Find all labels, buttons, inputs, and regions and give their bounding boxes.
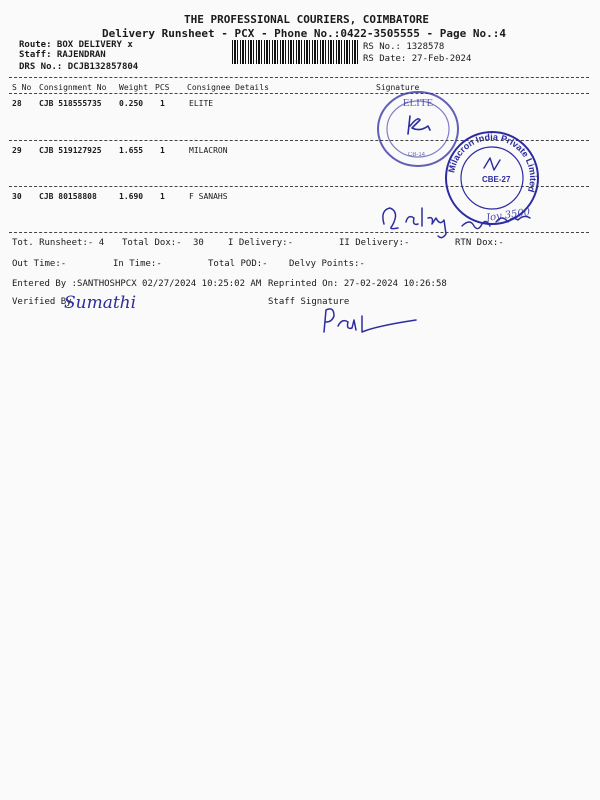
row-consignment: CJB 80158808 (39, 192, 97, 201)
company-title: THE PROFESSIONAL COURIERS, COIMBATORE (184, 13, 430, 26)
row-consignee: MILACRON (189, 146, 228, 155)
row-consignment: CJB 519127925 (39, 146, 102, 155)
milacron-stamp-sub: CBE-27 (482, 175, 511, 184)
drs-number: DRS No.: DCJB132857804 (19, 62, 139, 72)
rtn-dox: RTN Dox:- (455, 238, 504, 248)
row-sno: 28 (12, 99, 22, 108)
rs-number: RS No.: 1328578 (363, 42, 445, 52)
rs-date: RS Date: 27-Feb-2024 (363, 54, 472, 64)
runsheet-subtitle: Delivery Runsheet - PCX - Phone No.:0422-3505555 - Page No.:4 (102, 27, 506, 40)
row-pcs: 1 (160, 192, 165, 201)
verified-signature: Sumathi (64, 293, 137, 313)
initials-signature (404, 112, 434, 140)
row-sno: 29 (12, 146, 22, 155)
row-sno: 30 (12, 192, 22, 201)
elite-stamp-text: ELITE (402, 97, 434, 109)
staff-label: Staff: RAJENDRAN (19, 50, 106, 60)
reprinted-on: Reprinted On: 27-02-2024 10:26:58 (268, 279, 447, 289)
milacron-stamp-text: Milacron India Private Limited (446, 131, 539, 194)
verified-by-label: Verified By (12, 297, 72, 307)
col-consignee: Consignee Details (187, 83, 269, 92)
col-signature: Signature (376, 83, 420, 92)
row-consignment: CJB 518555735 (39, 99, 102, 108)
row-consignee: F SANAHS (189, 192, 228, 201)
row30-note: Joy 3500 (485, 206, 531, 225)
row-weight: 1.655 (119, 146, 144, 155)
col-sno: S No (12, 83, 32, 92)
row-pcs: 1 (160, 146, 165, 155)
barcode (232, 40, 358, 64)
total-pod: Total POD:- (208, 259, 268, 269)
route-label: Route: BOX DELIVERY x (19, 40, 133, 50)
total-dox-value: 30 (193, 238, 204, 248)
row-consignee: ELITE (189, 99, 214, 108)
ii-delivery: II Delivery:- (339, 238, 410, 248)
staff-signature (316, 302, 426, 338)
in-time: In Time:- (113, 259, 162, 269)
col-pcs: PCS (155, 83, 170, 92)
tot-runsheet: Tot. Runsheet:- 4 (12, 238, 105, 248)
col-consignment: Consignment No (39, 83, 107, 92)
elite-stamp-sub: CB-14 (408, 152, 426, 158)
divider (9, 93, 589, 94)
out-time: Out Time:- (12, 259, 67, 269)
i-delivery: I Delivery:- (228, 238, 294, 248)
total-dox-label: Total Dox:- (122, 238, 182, 248)
staff-signature-label: Staff Signature (268, 297, 350, 307)
row-pcs: 1 (160, 99, 165, 108)
delvy-points: Delvy Points:- (289, 259, 365, 269)
entered-by: Entered By :SANTHOSHPCX 02/27/2024 10:25:02 AM (12, 279, 262, 289)
row-weight: 1.690 (119, 192, 144, 201)
col-weight: Weight (119, 83, 148, 92)
divider (9, 77, 589, 78)
row-weight: 0.250 (119, 99, 144, 108)
